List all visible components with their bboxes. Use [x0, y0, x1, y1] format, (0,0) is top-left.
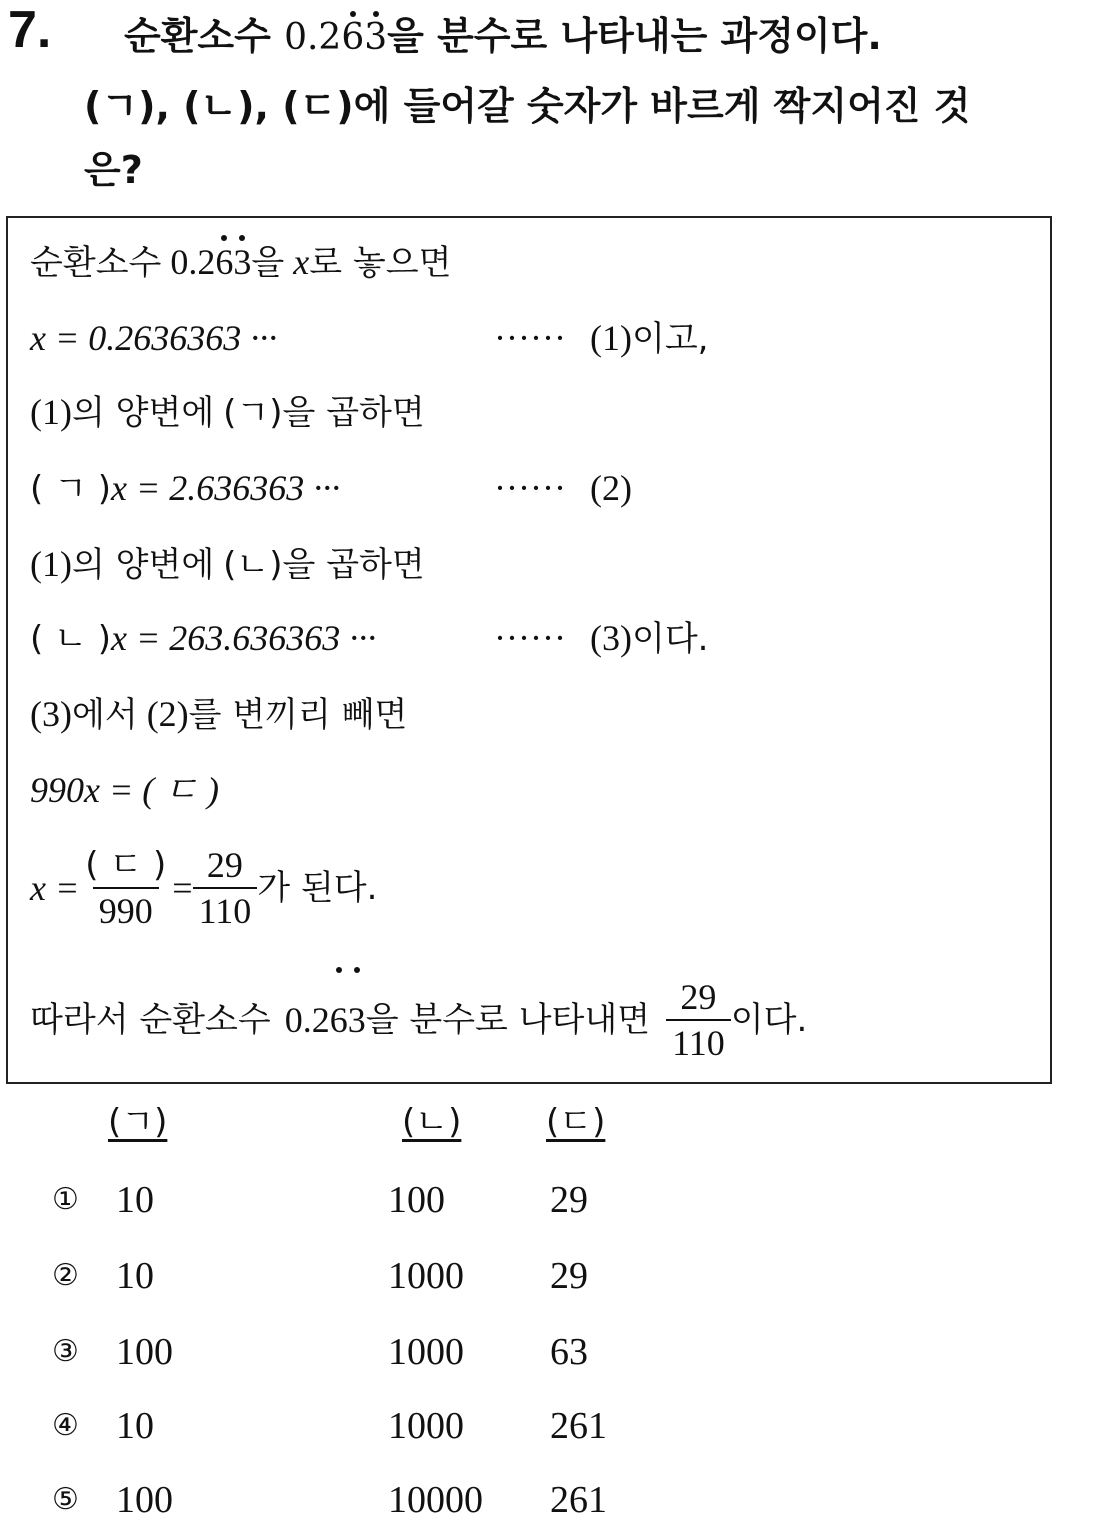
- answer-choice-5[interactable]: [52, 1476, 752, 1524]
- value-b: 1000: [388, 1405, 464, 1447]
- text-recurring-decimal: 순환소수: [30, 243, 162, 283]
- text-let: 로 놓으면: [309, 243, 452, 283]
- equation-3: [30, 614, 376, 663]
- ellipsis-1: ······: [494, 318, 566, 358]
- ref-2: (2): [146, 694, 189, 734]
- equation-1-tag: [590, 314, 708, 363]
- tag-3: (3): [590, 618, 632, 658]
- question-line-2: (ㄱ), (ㄴ), (ㄷ)에 들어갈 숫자가 바르게 짝지어진 것: [84, 84, 971, 128]
- value-a: 10: [116, 1255, 154, 1297]
- decimal-prefix: 0.2: [170, 242, 216, 282]
- choice-marker: ⑤: [52, 1482, 79, 1517]
- value-b: 100: [388, 1179, 445, 1221]
- numerator: 29: [206, 845, 243, 885]
- text-subtract: 를 변끼리 빼면: [188, 695, 408, 735]
- column-header-c: (ㄷ): [546, 1102, 606, 1142]
- ellipsis-2: ······: [494, 468, 566, 508]
- repeat-digit-first: 6: [330, 970, 348, 1070]
- text-as-fraction: 을 분수로 나타내면: [365, 1000, 651, 1040]
- fraction-29-over-110: [193, 845, 258, 931]
- question-number: 7.: [8, 1, 52, 59]
- derivation-line-1: [30, 238, 451, 287]
- question-line-3: 은?: [84, 148, 143, 192]
- ref-1: (1): [30, 544, 72, 584]
- blank-a: ( ㄱ ): [30, 469, 111, 509]
- equation-4: 990x = ( ㄷ ): [30, 770, 220, 810]
- value-c: 261: [550, 1405, 607, 1447]
- ref-1: (1): [30, 392, 72, 432]
- fraction-equation: [30, 838, 377, 938]
- choice-marker: ④: [52, 1408, 79, 1443]
- repeat-digit-last: 3: [348, 970, 366, 1070]
- text-is: 이다.: [631, 619, 709, 659]
- text-and: 이고,: [631, 319, 709, 359]
- answer-choice-4[interactable]: [52, 1402, 752, 1450]
- repeating-decimal: [284, 17, 387, 58]
- equation-3-tag: [590, 614, 708, 663]
- choice-marker: ①: [52, 1182, 79, 1217]
- value-a: 10: [116, 1179, 154, 1221]
- repeat-digit-first: 6: [215, 238, 233, 286]
- variable-x: x: [293, 242, 310, 282]
- value-a: 100: [116, 1479, 173, 1521]
- text-both-sides: 의 양변에: [71, 393, 215, 433]
- equation-3-body: x = 263.636363 ···: [111, 618, 377, 658]
- text-becomes: 가 된다.: [257, 868, 378, 908]
- text-is: 이다.: [730, 1000, 808, 1040]
- choice-marker: ②: [52, 1258, 79, 1293]
- decimal-prefix: 0.2: [284, 17, 342, 58]
- denominator: 110: [666, 1019, 731, 1063]
- tag-2: (2): [590, 468, 632, 508]
- equation-2-body: x = 2.636363 ···: [111, 468, 341, 508]
- value-c: 261: [550, 1479, 607, 1521]
- numerator: 29: [680, 977, 717, 1017]
- value-b: 10000: [388, 1479, 483, 1521]
- answer-choice-1[interactable]: [52, 1176, 752, 1224]
- repeat-digit-first: 6: [341, 14, 364, 62]
- value-b: 1000: [388, 1255, 464, 1297]
- text-both-sides: 의 양변에: [71, 545, 215, 585]
- derivation-line-7: [30, 690, 407, 739]
- denominator: 990: [93, 887, 159, 931]
- conclusion-line: [30, 970, 807, 1070]
- fraction-c-over-990: [79, 845, 172, 931]
- text-multiply: 을 곱하면: [282, 393, 425, 433]
- choice-marker: ③: [52, 1334, 79, 1369]
- text-multiply: 을 곱하면: [282, 545, 425, 585]
- value-b: 1000: [388, 1331, 464, 1373]
- value-a: 10: [116, 1405, 154, 1447]
- particle: 을: [251, 243, 285, 283]
- answer-choice-2[interactable]: [52, 1252, 752, 1300]
- x-equals: x =: [30, 868, 80, 908]
- denominator: 110: [193, 887, 258, 931]
- equation-1: x = 0.2636363 ···: [30, 318, 278, 358]
- column-header-a: (ㄱ): [108, 1102, 168, 1142]
- repeat-digit-last: 3: [364, 14, 387, 62]
- question-text-end: 을 분수로 나타내는 과정이다.: [387, 14, 882, 58]
- repeat-digit-last: 3: [233, 238, 251, 286]
- value-c: 29: [550, 1255, 588, 1297]
- question-text-start: 순환소수: [124, 14, 271, 58]
- blank-a: (ㄱ): [223, 393, 283, 433]
- value-c: 29: [550, 1179, 588, 1221]
- repeating-decimal: [285, 970, 366, 1070]
- value-a: 100: [116, 1331, 173, 1373]
- decimal-prefix: 0.2: [284, 1000, 330, 1040]
- derivation-line-5: [30, 540, 425, 589]
- equation-2: [30, 464, 340, 513]
- ref-3: (3): [30, 694, 72, 734]
- answer-choice-3[interactable]: [52, 1328, 752, 1376]
- value-c: 63: [550, 1331, 588, 1373]
- blank-b: ( ㄴ ): [30, 619, 111, 659]
- equals-sign: =: [172, 868, 193, 908]
- question-line-1: [124, 12, 882, 62]
- tag-1: (1): [590, 318, 632, 358]
- blank-b: (ㄴ): [223, 545, 283, 585]
- derivation-line-3: [30, 388, 425, 437]
- column-header-b: (ㄴ): [402, 1102, 462, 1142]
- numerator: ( ㄷ ): [85, 845, 167, 885]
- text-from: 에서: [71, 695, 138, 735]
- repeating-decimal: [170, 242, 251, 282]
- ellipsis-3: ······: [494, 618, 566, 658]
- text-therefore: 따라서 순환소수: [30, 1000, 271, 1040]
- fraction-29-over-110: [666, 977, 731, 1063]
